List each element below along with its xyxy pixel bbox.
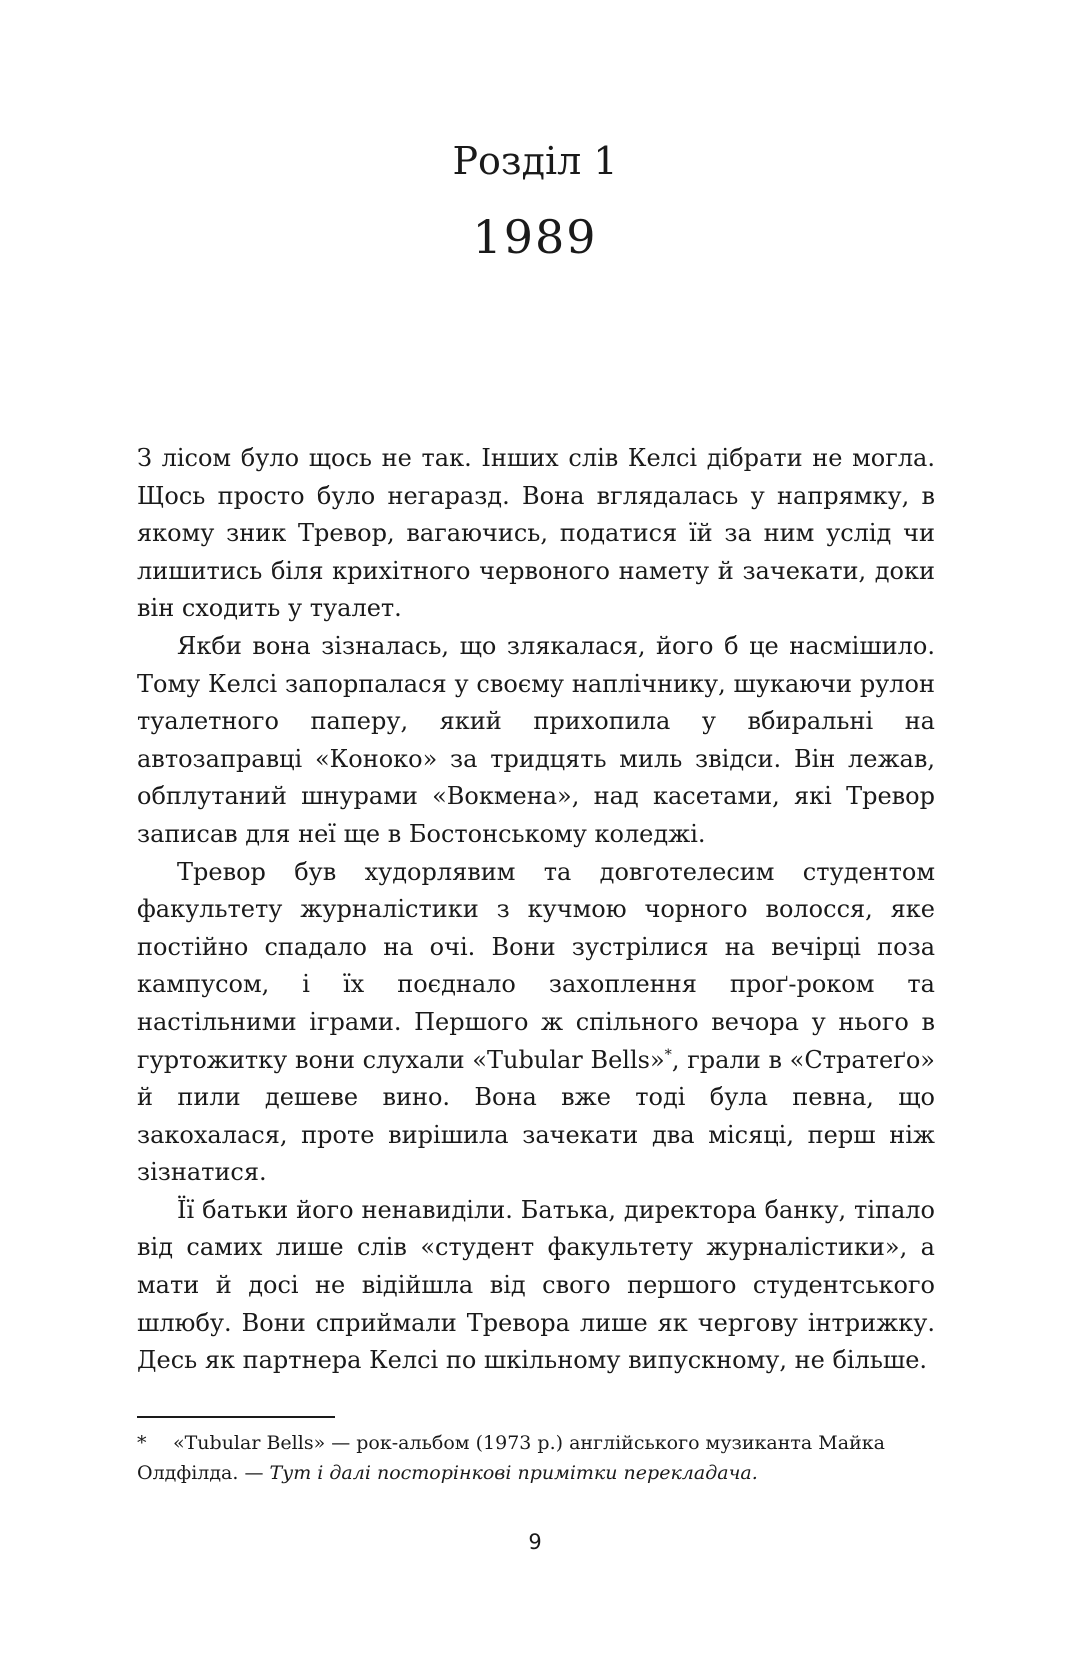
- footnote-reference[interactable]: *: [664, 1046, 672, 1063]
- chapter-heading: Розділ 1: [452, 139, 618, 183]
- paragraph-4: Її батьки його ненавиділи. Батька, директора банку, тіпало від самих лише слів «студент факультету журналістики», а мати й досі не відійшла від свого першого студентського шлюбу. Вони сприймали Тревора лише як чергову інтрижку. Десь як партнера Келсі по шкільному випускному, не більше.: [137, 1195, 935, 1375]
- footnote-text: «Tubular Bells» — рок-альбом (1973 р.) англійського музиканта Майка Олдфілда. —: [137, 1432, 885, 1484]
- paragraph-2: Якби вона зізналась, що злякалася, його б це насмішило. Тому Келсі запорпалася у своєму наплічнику, шукаючи рулон туалетного паперу, який прихопила у вбиральні на автозаправці «Коноко» за тридцять миль звідси. Він лежав, обплутаний шнурами «Вокмена», над касетами, які Тревор записав для неї ще в Бостонському коледжі.: [137, 631, 935, 848]
- page-number: 9: [528, 1530, 542, 1554]
- chapter-year: 1989: [472, 210, 598, 264]
- body-text: [137, 440, 935, 1380]
- paragraph-3-text-after: , грали в «Стратеґо» й пили дешеве вино. Вона вже тоді була певна, що закохалася, проте вирішила зачекати два місяці, перш ніж зізнатися.: [137, 1045, 935, 1187]
- footnote-divider: [137, 1416, 335, 1418]
- footnote-mark: *: [137, 1432, 147, 1454]
- footnote: [137, 1428, 935, 1488]
- paragraph-3-text-before: Тревор був худорлявим та довготелесим студентом факультету журналістики з кучмою чорного волосся, яке постійно спадало на очі. Вони зустрілися на вечірці поза кампусом, і їх поєднало захоплення проґ-роком та настільними іграми. Першого ж спільного вечора у нього в гуртожитку вони слухали «Tubular Bells»: [137, 857, 935, 1074]
- footnote-translator-note: Тут і далі посторінкові примітки перекладача.: [269, 1462, 758, 1484]
- paragraph-3: [137, 854, 935, 1192]
- paragraph-1: З лісом було щось не так. Інших слів Келсі дібрати не могла. Щось просто було негаразд. Вона вглядалась у напрямку, в якому зник Тревор, вагаючись, податися їй за ним услід чи лишитись біля крихітного червоного намету й зачекати, доки він сходить у туалет.: [137, 444, 935, 623]
